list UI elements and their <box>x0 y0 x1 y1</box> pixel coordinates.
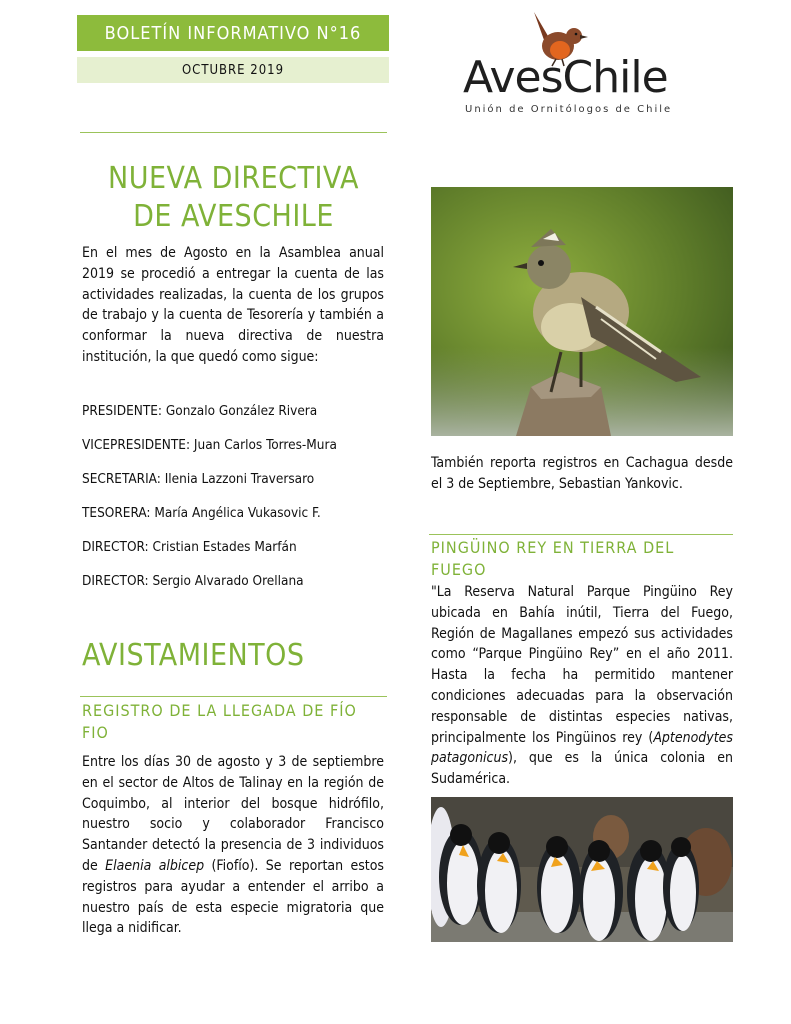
cachagua-paragraph: También reporta registros en Cachagua desde el 3 de Septiembre, Sebastian Yankovic. <box>431 455 733 492</box>
bulletin-date: OCTUBRE 2019 <box>181 62 285 78</box>
bulletin-date-banner <box>77 57 389 83</box>
directiva-title-line2: DE AVESCHILE <box>133 199 334 234</box>
officer-item: SECRETARIA: Ilenia Lazzoni Traversaro <box>82 471 315 487</box>
directiva-title-line1: NUEVA DIRECTIVA <box>108 161 359 196</box>
pinguino-title <box>431 537 733 581</box>
logo-wordmark: AvesChile <box>463 52 668 103</box>
fiofio-title-line2: FIO <box>82 723 109 742</box>
fiofio-species-name: Elaenia albicep <box>105 857 205 874</box>
fiofio-bird-photo <box>431 187 733 436</box>
fiofio-title <box>82 700 387 744</box>
divider-pinguino <box>429 534 733 535</box>
directiva-title <box>80 160 387 236</box>
bulletin-title-banner <box>77 15 389 51</box>
king-penguins-photo <box>431 797 733 942</box>
pinguino-paragraph <box>431 582 733 790</box>
aveschile-logo <box>455 8 715 120</box>
directiva-intro-text: En el mes de Agosto en la Asamblea anual 2019 se procedió a entregar la cuenta de las actividades realizadas, la cuenta de los grupos de trabajo y la cuenta de Tesorería y también a conformar la nueva directiva de nuestra institución, la que quedó como sigue: <box>82 245 384 365</box>
pinguino-article <box>431 582 733 790</box>
pinguino-text-end: ), que es la única colonia en Sudamérica. <box>431 750 733 788</box>
fiofio-title-line1: REGISTRO DE LA LLEGADA DE FÍO <box>82 701 357 720</box>
fiofio-text-end: (Fiofío). Se reportan estos registros para ayudar a entender el arribo a nuestro país de esta especie migratoria que llega a nidificar. <box>82 857 384 937</box>
divider-fiofio <box>80 696 387 697</box>
directiva-intro <box>82 243 384 368</box>
cachagua-text <box>431 453 733 495</box>
officer-item: PRESIDENTE: Gonzalo González Rivera <box>82 403 318 419</box>
pinguino-species-name: Aptenodytes patagonicus <box>431 729 733 767</box>
fiofio-article <box>82 752 384 939</box>
fiofio-paragraph <box>82 752 384 939</box>
officer-item: DIRECTOR: Sergio Alvarado Orellana <box>82 573 304 589</box>
pinguino-text-start: "La Reserva Natural Parque Pingüino Rey ubicada en Bahía inútil, Tierra del Fuego, Región de Magallanes empezó sus actividades como “Parque Pingüino Rey” en el año 2011. Hasta la fecha ha permitido mantener condiciones adecuadas para la observación responsable de distintas especies nativas, principalmente los Pingüinos rey ( <box>431 584 733 746</box>
avistamientos-title: AVISTAMIENTOS <box>82 638 305 673</box>
officer-item: DIRECTOR: Cristian Estades Marfán <box>82 539 297 555</box>
officer-item: TESORERA: María Angélica Vukasovic F. <box>82 505 321 521</box>
pinguino-title-line1: PINGÜINO REY EN TIERRA DEL <box>431 538 675 557</box>
fiofio-text-start: Entre los días 30 de agosto y 3 de septiembre en el sector de Altos de Talinay en la región de Coquimbo, al interior del bosque hidrófilo, nuestro socio y colaborador Francisco Santander detectó la presencia de 3 individuos de <box>82 754 384 874</box>
officer-item: VICEPRESIDENTE: Juan Carlos Torres-Mura <box>82 437 337 453</box>
pinguino-title-line2: FUEGO <box>431 560 487 579</box>
bulletin-title: BOLETÍN INFORMATIVO N°16 <box>104 22 362 44</box>
logo-subtitle: Unión de Ornitólogos de Chile <box>465 104 673 115</box>
divider-top-left <box>80 132 387 133</box>
